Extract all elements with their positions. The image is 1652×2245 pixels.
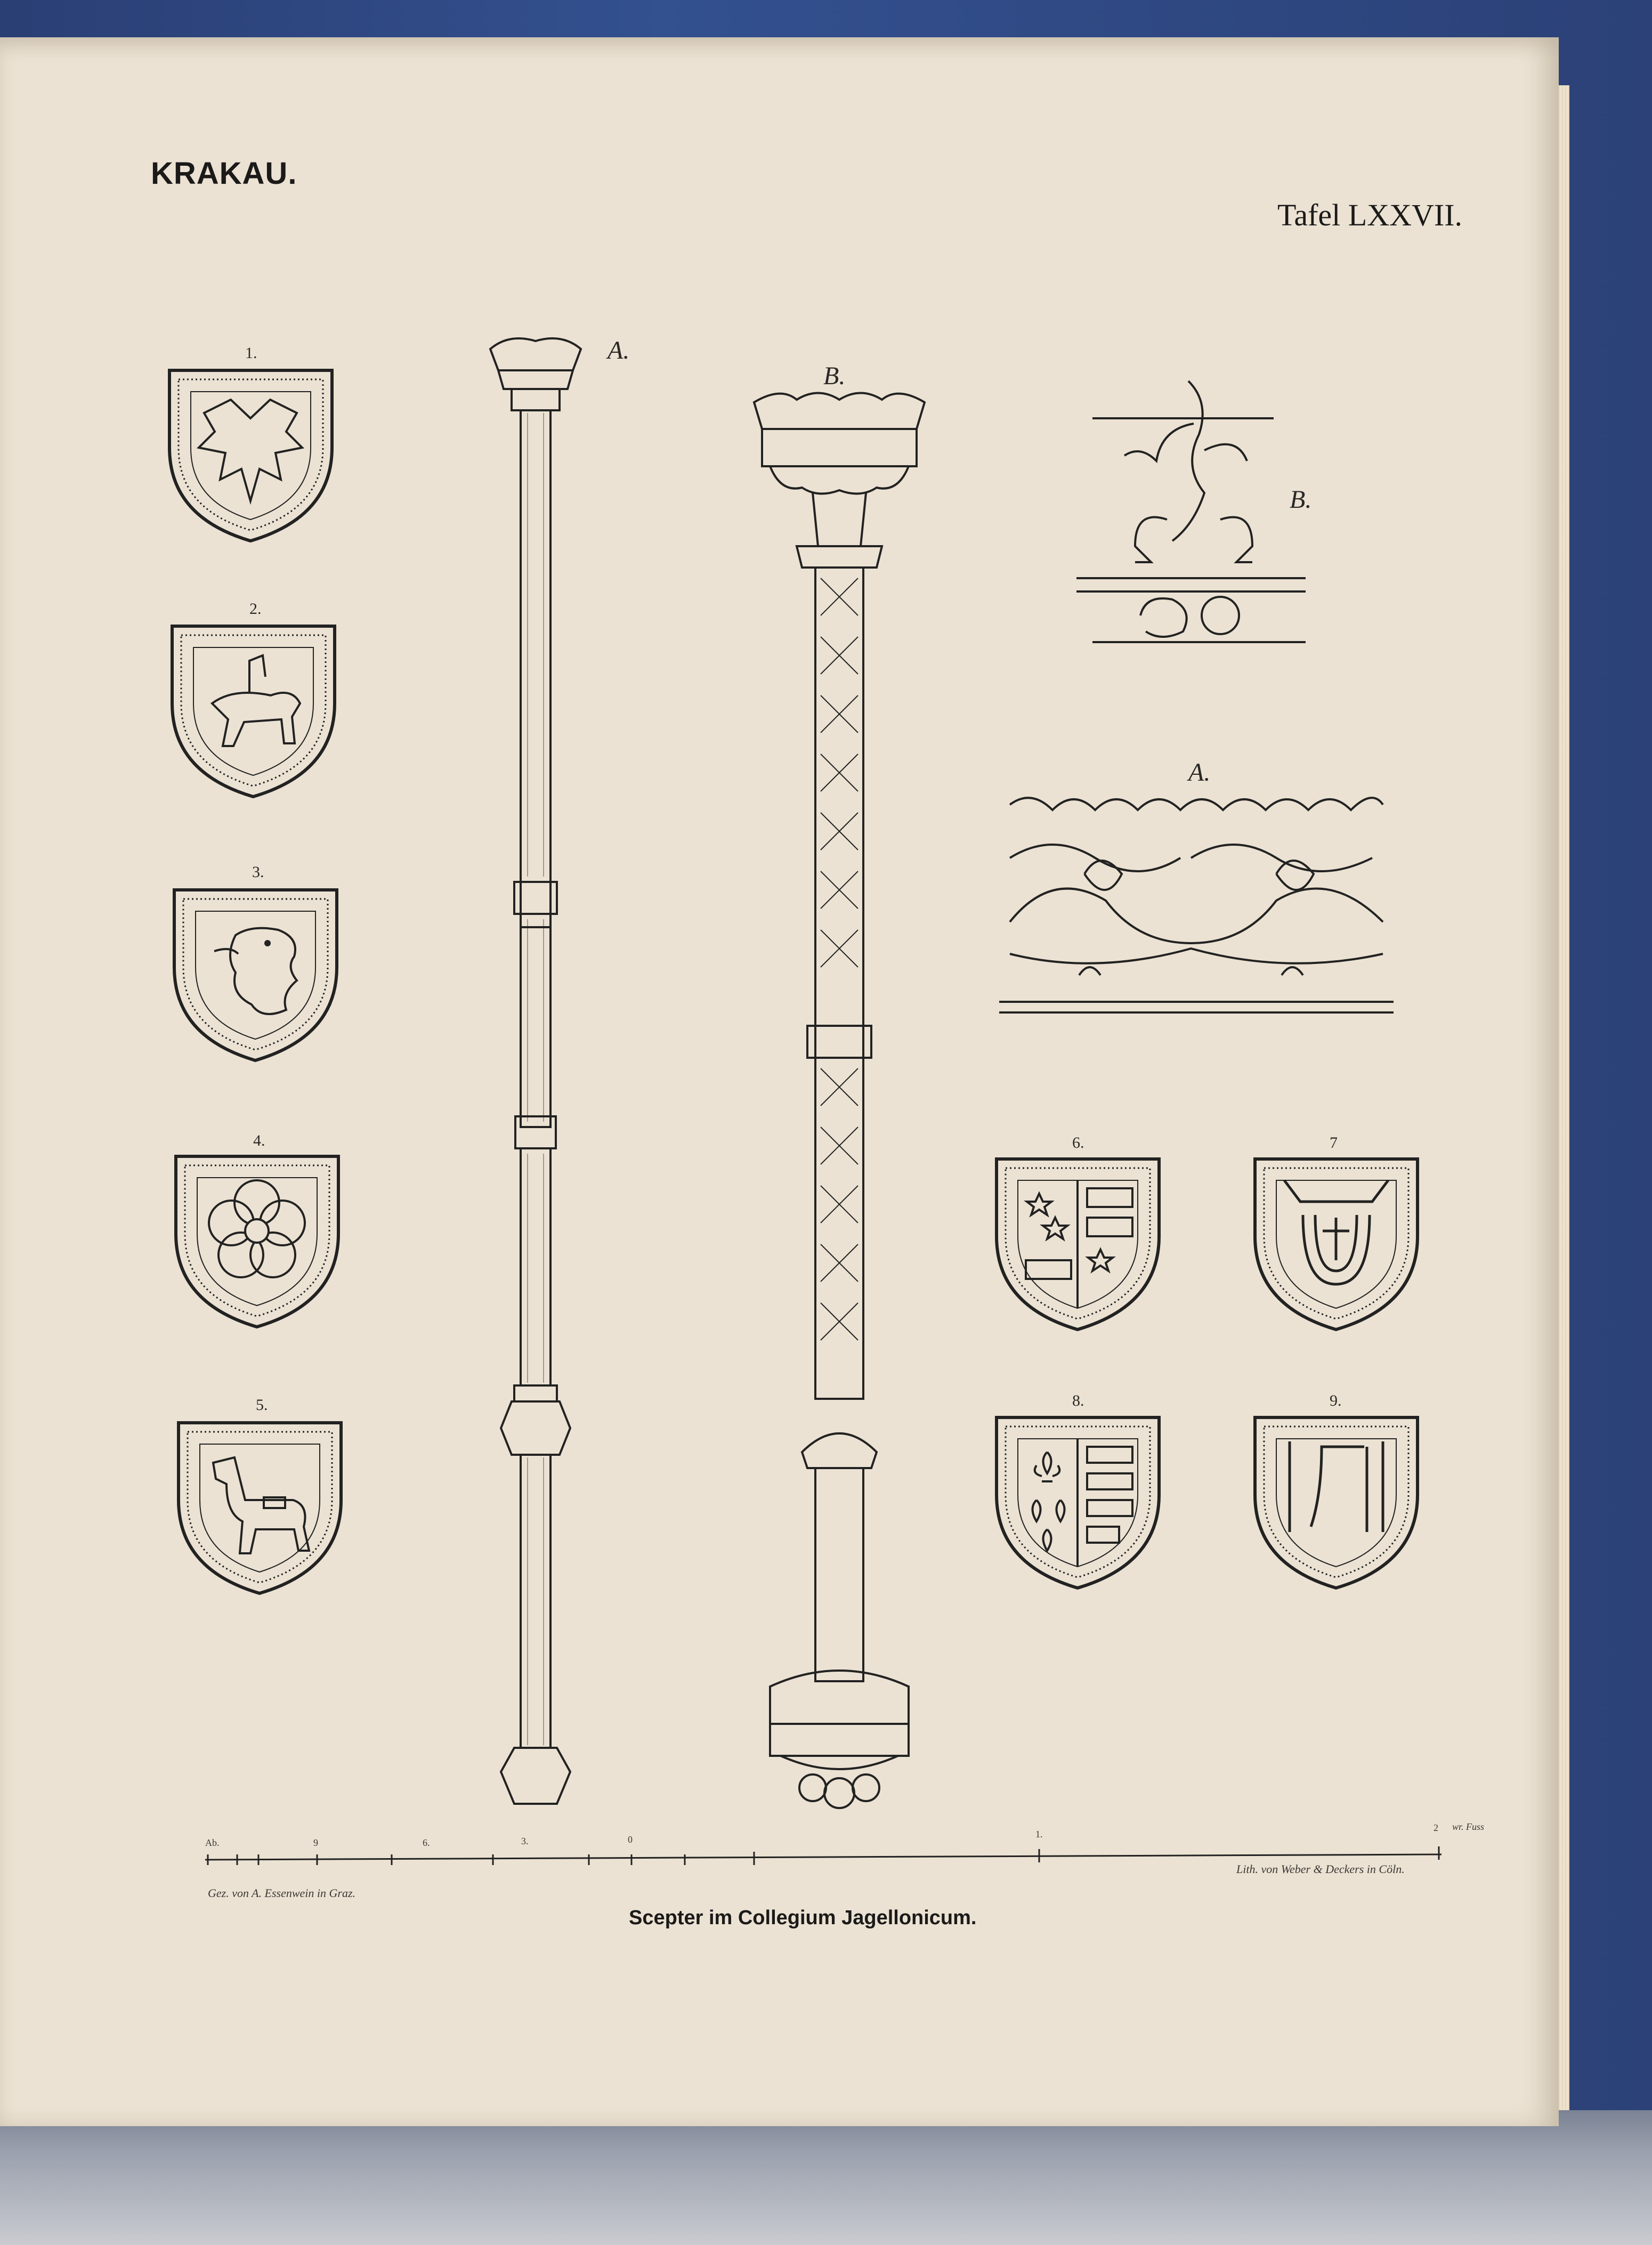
scale-tick-3: 3. (521, 1836, 529, 1846)
plate-number: Tafel LXXVII. (1277, 198, 1463, 232)
shield-2-rider (169, 623, 337, 799)
shield-7-horseshoe-cross (1252, 1156, 1420, 1332)
scale-tick-0: 0 (628, 1834, 633, 1845)
plate-caption: Scepter im Collegium Jagellonicum. (629, 1907, 977, 1929)
shield-5-horse (176, 1420, 344, 1596)
lithographer-credit: Lith. von Weber & Deckers in Cöln. (1236, 1862, 1405, 1876)
scale-tick-2: 2 (1434, 1822, 1438, 1833)
ornament-b-drawing (1071, 370, 1316, 658)
scepter-b-drawing (749, 386, 930, 1836)
cover-bottom (0, 2110, 1652, 2245)
shield-number-8: 8. (1072, 1392, 1084, 1409)
plate-page (0, 37, 1559, 2126)
shield-number-4: 4. (253, 1132, 265, 1149)
scale-tick-9: 9 (313, 1837, 318, 1848)
drawn-by-credit: Gez. von A. Essenwein in Graz. (208, 1886, 356, 1900)
shield-8-lilies-bars (994, 1415, 1162, 1591)
shield-4-rose (173, 1154, 341, 1330)
scepter-b-label: B. (823, 362, 846, 390)
place-heading: KRAKAU. (151, 156, 297, 191)
scale-tick-6: 6. (423, 1837, 430, 1848)
shield-number-2: 2. (249, 600, 262, 618)
shield-number-6: 6. (1072, 1134, 1084, 1152)
shield-1-eagle (167, 368, 335, 544)
scepter-a-drawing (482, 333, 589, 1820)
shield-number-5: 5. (256, 1396, 268, 1414)
ornament-b-label: B. (1290, 485, 1312, 514)
shield-9-tower (1252, 1415, 1420, 1591)
shield-number-7: 7 (1330, 1134, 1338, 1152)
ornament-a-label: A. (1188, 758, 1211, 787)
shield-3-lion-head (172, 887, 339, 1063)
shield-6-stars-bars (994, 1156, 1162, 1332)
shield-number-9: 9. (1330, 1392, 1342, 1409)
shield-number-1: 1. (245, 344, 257, 362)
shield-number-3: 3. (252, 863, 264, 881)
scale-tick-1: 1. (1035, 1829, 1043, 1839)
scale-tick-ab: Ab. (205, 1837, 220, 1848)
scepter-a-label: A. (608, 336, 630, 364)
scale-unit-label: wr. Fuss (1452, 1821, 1485, 1832)
ornament-a-drawing (999, 783, 1394, 1023)
